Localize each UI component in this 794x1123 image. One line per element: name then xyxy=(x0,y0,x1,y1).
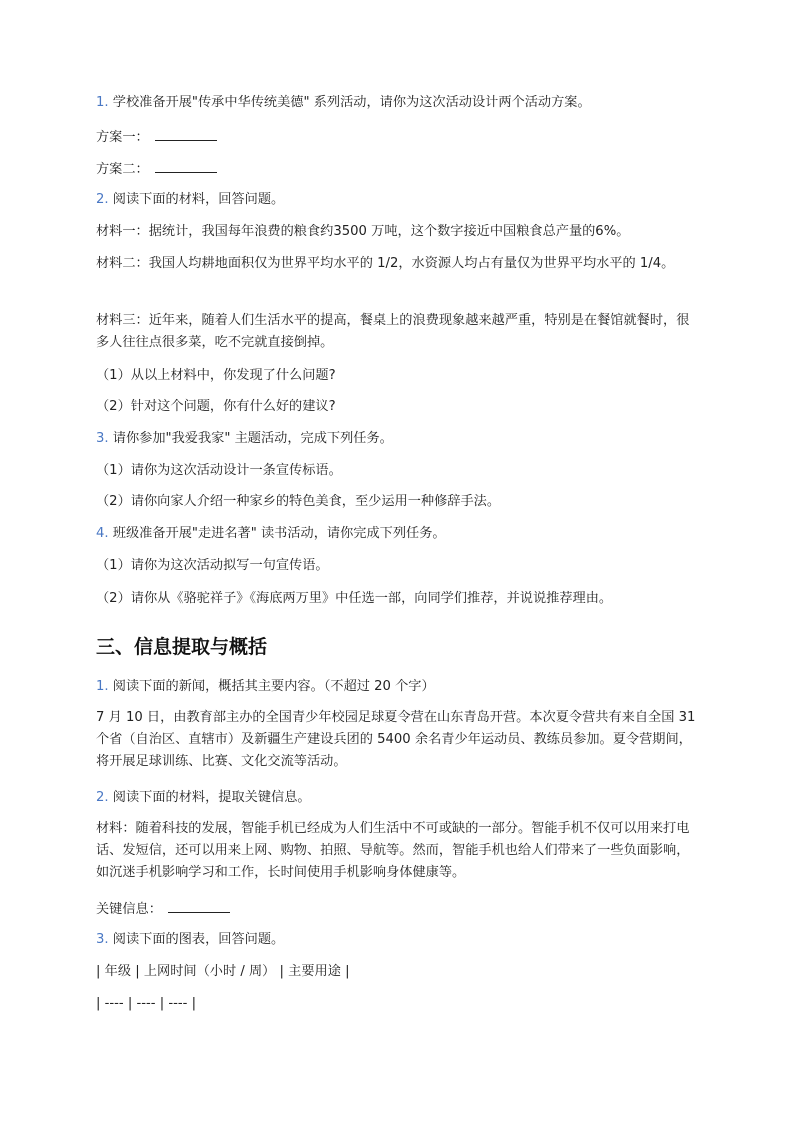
sub-question: （2）请你向家人介绍一种家乡的特色美食，至少运用一种修辞手法。 xyxy=(96,494,501,509)
material-1: 材料一：据统计，我国每年浪费的粮食约3500 万吨，这个数字接近中国粮食总产量的6%。 xyxy=(96,224,630,239)
question-number: 3. xyxy=(96,431,109,446)
sub-question: （1）请你为这次活动设计一条宣传标语。 xyxy=(96,463,342,478)
question-text: 班级准备开展"走进名著" 读书活动，请你完成下列任务。 xyxy=(112,526,446,541)
table-header-row: | 年级 | 上网时间（小时 / 周） | 主要用途 | xyxy=(96,964,350,979)
plan-label: 方案二： xyxy=(96,162,149,177)
plan-1-line xyxy=(96,126,698,148)
question-text: 阅读下面的新闻，概括其主要内容。（不超过 20 个字） xyxy=(112,679,435,694)
question-number: 2. xyxy=(96,192,109,207)
question-number: 3. xyxy=(96,932,109,947)
table-separator-row: | ---- | ---- | ---- | xyxy=(96,996,197,1011)
section-heading: 三、信息提取与概括 xyxy=(96,636,268,658)
info-question-1 xyxy=(96,677,698,697)
question-text: 学校准备开展"传承中华传统美德" 系列活动，请你为这次活动设计两个活动方案。 xyxy=(112,95,591,110)
key-info-label: 关键信息： xyxy=(96,902,162,917)
question-2 xyxy=(96,190,698,210)
question-text: 阅读下面的材料，提取关键信息。 xyxy=(112,790,311,805)
question-text: 阅读下面的材料，回答问题。 xyxy=(112,192,285,207)
material-2: 材料二：我国人均耕地面积仅为世界平均水平的 1/2，水资源人均占有量仅为世界平均水平的 1/4。 xyxy=(96,256,675,271)
answer-blank[interactable] xyxy=(155,158,217,173)
question-4 xyxy=(96,524,698,544)
news-paragraph: 7 月 10 日，由教育部主办的全国青少年校园足球夏令营在山东青岛开营。本次夏令营共有来自全国 31 个省（自治区、直辖市）及新疆生产建设兵团的 5400 余名青少年运动员、教练员参加。夏令营期间，将开展足球训练、比赛、文化交流等活动。 xyxy=(96,710,696,769)
question-number: 1. xyxy=(96,95,109,110)
plan-label: 方案一： xyxy=(96,130,149,145)
question-1 xyxy=(96,93,698,113)
key-info-line xyxy=(96,898,698,920)
question-text: 阅读下面的图表，回答问题。 xyxy=(112,932,285,947)
sub-question: （1）从以上材料中，你发现了什么问题? xyxy=(96,368,336,383)
info-question-3 xyxy=(96,930,698,950)
sub-question: （1）请你为这次活动拟写一句宣传语。 xyxy=(96,558,329,573)
question-number: 2. xyxy=(96,790,109,805)
material-paragraph: 材料：随着科技的发展，智能手机已经成为人们生活中不可或缺的一部分。智能手机不仅可以用来打电话、发短信，还可以用来上网、购物、拍照、导航等。然而，智能手机也给人们带来了一些负面影响，如沉迷手机影响学习和工作，长时间使用手机影响身体健康等。 xyxy=(96,821,690,880)
answer-blank[interactable] xyxy=(155,126,217,141)
question-text: 请你参加"我爱我家" 主题活动，完成下列任务。 xyxy=(112,431,393,446)
question-number: 1. xyxy=(96,679,109,694)
sub-question: （2）请你从《骆驼祥子》《海底两万里》中任选一部，向同学们推荐，并说说推荐理由。 xyxy=(96,591,613,606)
info-question-2 xyxy=(96,788,698,808)
sub-question: （2）针对这个问题，你有什么好的建议? xyxy=(96,399,336,414)
plan-2-line xyxy=(96,158,698,180)
material-3: 材料三：近年来，随着人们生活水平的提高，餐桌上的浪费现象越来越严重，特别是在餐馆就餐时，很多人往往点很多菜，吃不完就直接倒掉。 xyxy=(96,313,690,350)
answer-blank[interactable] xyxy=(168,898,230,913)
question-3 xyxy=(96,429,698,449)
question-number: 4. xyxy=(96,526,109,541)
